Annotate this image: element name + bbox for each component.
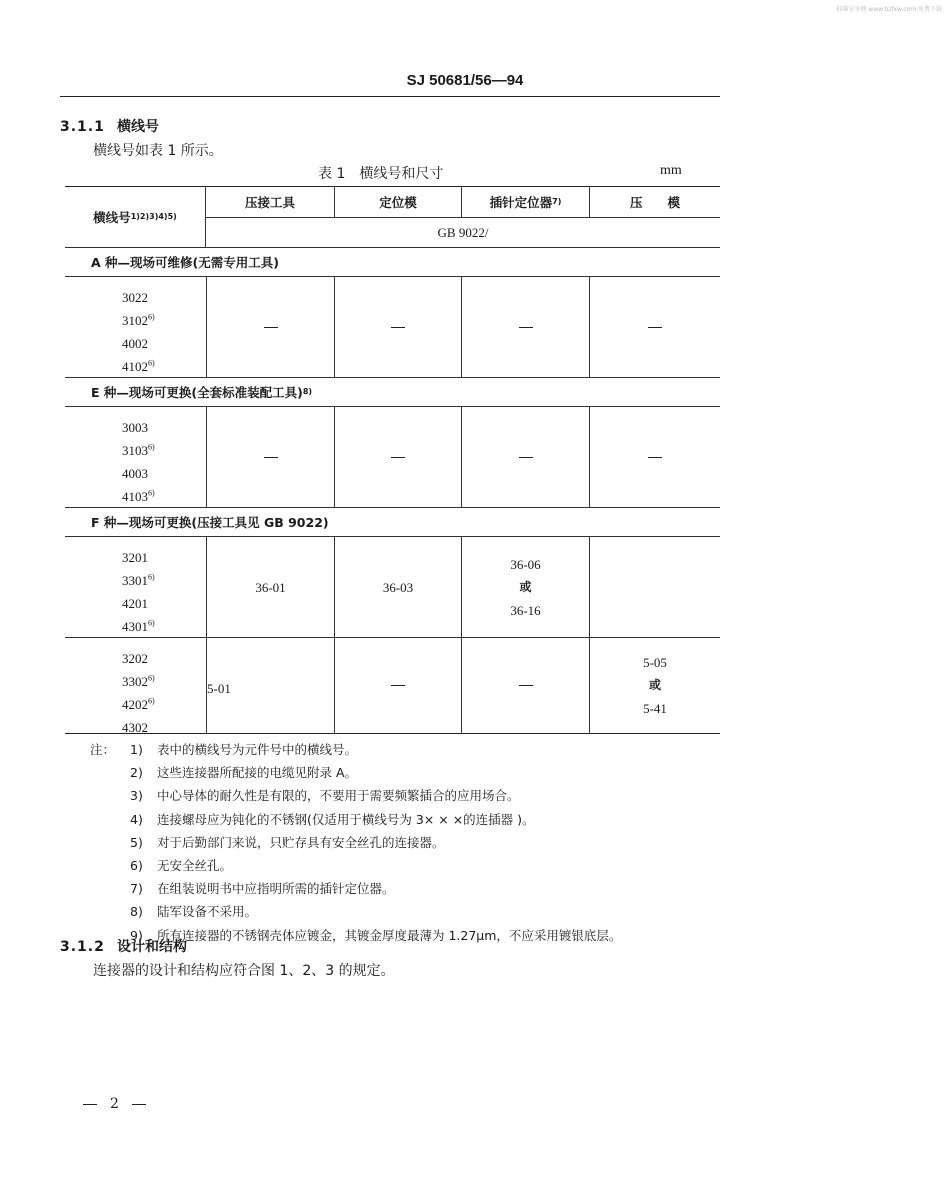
line-number-value: 3102 bbox=[122, 313, 148, 328]
locator-cell bbox=[334, 407, 461, 507]
die-value: 5-41 bbox=[643, 701, 667, 716]
crimp-tool-dash-icon bbox=[264, 327, 278, 328]
standard-code: SJ 50681/56—94 bbox=[406, 72, 524, 89]
group-row bbox=[65, 508, 720, 537]
section-number: 3.1.2 bbox=[60, 939, 105, 955]
note-text: 表中的横线号为元件号中的横线号。 bbox=[157, 742, 358, 757]
line-number-footnote: 6) bbox=[148, 488, 155, 498]
pin-locator-cell bbox=[461, 537, 589, 637]
line-number-value: 3003 bbox=[122, 420, 148, 435]
group-title: F 种—现场可更换(压接工具见 GB 9022) bbox=[91, 515, 329, 530]
header-id-label: 横线号 bbox=[93, 210, 131, 225]
locator-dash-icon bbox=[391, 327, 405, 328]
table-1 bbox=[65, 186, 720, 734]
line-number-value: 3301 bbox=[122, 573, 148, 588]
line-number-footnote: 6) bbox=[148, 312, 155, 322]
line-number bbox=[122, 546, 148, 569]
section-3-1-1-heading bbox=[60, 116, 159, 136]
die-cell bbox=[589, 277, 720, 377]
note-text: 所有连接器的不锈钢壳体应镀金，其镀金厚度最薄为 1.27μm，不应采用镀银底层。 bbox=[157, 927, 622, 943]
header-pin-locator: 插针定位器 7) bbox=[461, 187, 589, 217]
die-value: 或 bbox=[648, 678, 661, 692]
line-number bbox=[122, 416, 148, 439]
line-number-value: 4202 bbox=[122, 697, 148, 712]
line-number-value: 3202 bbox=[122, 651, 148, 666]
crimp-tool-cell bbox=[206, 638, 334, 733]
locator-cell bbox=[334, 537, 461, 637]
line-number-value: 4301 bbox=[122, 619, 148, 634]
line-numbers-cell bbox=[65, 407, 206, 507]
line-number bbox=[122, 670, 155, 693]
note-number: 4) bbox=[130, 811, 143, 827]
die-cell bbox=[589, 638, 720, 733]
line-number-footnote: 6) bbox=[148, 358, 155, 368]
header-tool-block bbox=[205, 187, 720, 247]
header-rule bbox=[60, 96, 720, 97]
standard-header bbox=[0, 70, 950, 89]
locator-cell bbox=[334, 638, 461, 733]
note-text: 连接螺母应为钝化的不锈钢(仅适用于横线号为 3× × ×的连插器 )。 bbox=[157, 811, 535, 827]
note-text: 在组装说明书中应指明所需的插针定位器。 bbox=[157, 881, 395, 897]
header-tool-row bbox=[206, 187, 720, 218]
line-number-footnote: 6) bbox=[148, 442, 155, 452]
note-number: 9) bbox=[130, 927, 143, 943]
line-number-value: 4003 bbox=[122, 466, 148, 481]
line-number-footnote: 6) bbox=[148, 618, 155, 628]
die-dash-icon bbox=[648, 327, 662, 328]
table-number: 表 1 bbox=[318, 166, 346, 182]
locator-value: 36-03 bbox=[382, 579, 414, 595]
note-number: 2) bbox=[130, 765, 143, 781]
pin-locator-dash-icon bbox=[519, 327, 533, 328]
table-body bbox=[65, 248, 720, 733]
table-row bbox=[65, 277, 720, 378]
line-number-value: 4002 bbox=[122, 336, 148, 351]
line-numbers-cell bbox=[65, 537, 206, 637]
line-number bbox=[122, 286, 148, 309]
watermark: 标准分享网 www.bzfxw.com 免费下载 bbox=[836, 6, 942, 13]
die-cell bbox=[589, 537, 720, 637]
note-number: 8) bbox=[130, 904, 143, 920]
pin-locator-cell bbox=[461, 277, 589, 377]
line-number-value: 3022 bbox=[122, 290, 148, 305]
line-number-value: 3103 bbox=[122, 443, 148, 458]
line-number bbox=[122, 485, 155, 508]
line-number bbox=[122, 615, 155, 638]
line-number-value: 3201 bbox=[122, 550, 148, 565]
line-number-value: 4201 bbox=[122, 596, 148, 611]
note-number: 3) bbox=[130, 788, 143, 804]
line-number-footnote: 6) bbox=[148, 572, 155, 582]
header-standard: GB 9022/ bbox=[437, 224, 489, 240]
line-number bbox=[122, 462, 148, 485]
line-number bbox=[122, 569, 155, 592]
note-number: 6) bbox=[130, 857, 143, 873]
header-die: 压 模 bbox=[589, 187, 720, 217]
table-title: 横线号和尺寸 bbox=[359, 166, 444, 182]
header-pin-locator-label: 插针定位器 bbox=[489, 195, 553, 210]
crimp-tool-value: 5-01 bbox=[207, 681, 231, 696]
table-row bbox=[65, 638, 720, 733]
die-cell bbox=[589, 407, 720, 507]
table-row bbox=[65, 407, 720, 508]
line-number-value: 4302 bbox=[122, 720, 148, 735]
crimp-tool-cell bbox=[206, 407, 334, 507]
pin-locator-value: 36-16 bbox=[510, 602, 541, 618]
note-text: 陆军设备不采用。 bbox=[157, 904, 258, 920]
crimp-tool-dash-icon bbox=[264, 457, 278, 458]
section-title: 横线号 bbox=[117, 119, 159, 135]
line-number bbox=[122, 309, 155, 332]
note-text: 对于后勤部门来说，只贮存具有安全丝孔的连接器。 bbox=[157, 834, 445, 850]
line-number bbox=[122, 332, 148, 355]
line-numbers-cell bbox=[65, 638, 206, 733]
note-number: 7) bbox=[130, 881, 143, 897]
line-number-value: 3302 bbox=[122, 674, 148, 689]
header-locator: 定位模 bbox=[334, 187, 461, 217]
pin-locator-cell bbox=[461, 638, 589, 733]
line-number-footnote: 6) bbox=[148, 673, 155, 683]
group-title: E 种—现场可更换(全套标准装配工具) bbox=[91, 385, 303, 400]
line-number bbox=[122, 716, 148, 739]
line-number-footnote: 6) bbox=[148, 696, 155, 706]
pin-locator-value: 36-06 bbox=[510, 556, 541, 572]
note-number: 1) bbox=[130, 742, 143, 757]
section-number: 3.1.1 bbox=[60, 119, 105, 135]
crimp-tool-cell bbox=[206, 277, 334, 377]
note-text: 这些连接器所配接的电缆见附录 A。 bbox=[157, 765, 358, 781]
page-footer bbox=[83, 1096, 146, 1112]
line-number bbox=[122, 355, 155, 378]
section-3-1-2-heading bbox=[60, 936, 187, 956]
locator-dash-icon bbox=[391, 457, 405, 458]
section-3-1-1-body: 横线号如表 1 所示。 bbox=[93, 143, 223, 159]
line-number bbox=[122, 693, 155, 716]
note-number: 5) bbox=[130, 834, 143, 850]
pin-locator-dash-icon bbox=[519, 685, 533, 686]
section-title: 设计和结构 bbox=[117, 939, 187, 955]
crimp-tool-cell bbox=[206, 537, 334, 637]
table-unit: mm bbox=[660, 163, 682, 178]
line-number bbox=[122, 592, 148, 615]
locator-dash-icon bbox=[391, 685, 405, 686]
line-number bbox=[122, 439, 155, 462]
locator-cell bbox=[334, 277, 461, 377]
pin-locator-value: 或 bbox=[519, 579, 532, 594]
notes-label: 注： bbox=[90, 742, 116, 757]
group-title: A 种—现场可维修(无需专用工具) bbox=[91, 255, 279, 270]
header-crimp-tool: 压接工具 bbox=[244, 195, 295, 210]
line-number-value: 4102 bbox=[122, 359, 148, 374]
note-text: 无安全丝孔。 bbox=[157, 857, 233, 873]
line-number-value: 4103 bbox=[122, 489, 148, 504]
group-row bbox=[65, 248, 720, 277]
table-header bbox=[65, 187, 720, 248]
die-value: 5-05 bbox=[643, 655, 667, 670]
pin-locator-cell bbox=[461, 407, 589, 507]
header-id: 横线号 1)2)3)4)5) bbox=[93, 210, 177, 225]
section-3-1-2-body: 连接器的设计和结构应符合图 1、2、3 的规定。 bbox=[93, 963, 395, 979]
dash-left bbox=[83, 1104, 97, 1105]
group-row: E 种—现场可更换(全套标准装配工具) 8) bbox=[65, 378, 720, 407]
line-numbers-cell bbox=[65, 277, 206, 377]
die-dash-icon bbox=[648, 457, 662, 458]
dash-right bbox=[132, 1104, 146, 1105]
crimp-tool-value: 36-01 bbox=[255, 579, 286, 595]
table-row bbox=[65, 537, 720, 638]
line-number bbox=[122, 647, 148, 670]
pin-locator-dash-icon bbox=[519, 457, 533, 458]
page-number: 2 bbox=[110, 1096, 119, 1112]
table-caption bbox=[318, 163, 443, 183]
note-text: 中心导体的耐久性是有限的，不要用于需要频繁插合的应用场合。 bbox=[157, 788, 520, 804]
